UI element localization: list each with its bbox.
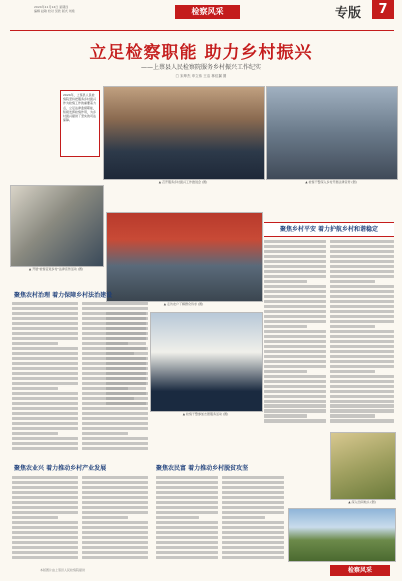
text-line — [222, 506, 284, 509]
text-line — [156, 551, 218, 554]
photo-caption: ▲ 检察干警深入乡村开展法律宣传 (图) — [305, 180, 357, 184]
text-line — [222, 491, 284, 494]
text-line — [264, 285, 326, 288]
text-line — [82, 437, 148, 440]
sub-headline: ——上蔡县人民检察院服务乡村振兴工作纪实 — [140, 64, 261, 71]
text-line — [106, 347, 146, 350]
text-line — [156, 536, 218, 539]
text-line — [330, 285, 394, 288]
photo-visit — [106, 212, 263, 302]
text-line — [156, 486, 218, 489]
text-line — [156, 506, 218, 509]
byline: □ 宋坤杰 申立伟 王洁 林佳翼 图 — [175, 74, 227, 78]
text-line — [264, 340, 326, 343]
text-line — [264, 240, 326, 243]
text-line — [12, 496, 78, 499]
text-line — [264, 404, 326, 407]
text-line — [156, 516, 199, 519]
text-line — [156, 476, 218, 479]
text-line — [156, 521, 218, 524]
text-line — [12, 307, 78, 310]
text-line — [12, 546, 78, 549]
newspaper-logo: 检察风采 — [175, 5, 240, 19]
text-line — [12, 481, 78, 484]
text-line — [82, 481, 148, 484]
text-line — [12, 322, 78, 325]
text-line — [106, 397, 134, 400]
text-line — [330, 275, 394, 278]
text-line — [82, 506, 148, 509]
text-line — [330, 360, 394, 363]
photo-caption: ▲ 开展"检察官进乡村"法律宣传活动 (图) — [28, 267, 84, 271]
text-line — [12, 407, 78, 410]
text-line — [264, 355, 326, 358]
footer-logo: 检察风采 — [330, 565, 390, 576]
body-text-column — [222, 476, 284, 562]
text-line — [156, 501, 218, 504]
page-number: 7 — [372, 0, 394, 19]
text-line — [330, 395, 394, 398]
section-heading: 聚焦农业兴 着力推动乡村产业发展 — [14, 465, 107, 472]
text-line — [330, 419, 394, 422]
text-line — [222, 476, 284, 479]
text-line — [12, 312, 78, 315]
text-line — [82, 447, 148, 450]
text-line — [12, 442, 78, 445]
text-line — [330, 330, 394, 333]
section-heading: 聚焦农村治理 着力保障乡村法治建设 — [14, 292, 113, 299]
text-line — [330, 260, 394, 263]
editor-line: 编辑 赵敏 校对 吴欣 版式 刘艳 — [34, 9, 75, 13]
text-line — [12, 427, 78, 430]
text-line — [264, 385, 326, 388]
text-line — [156, 491, 218, 494]
text-line — [12, 347, 78, 350]
text-line — [106, 402, 146, 405]
text-line — [264, 380, 326, 383]
text-line — [264, 250, 326, 253]
text-line — [12, 536, 78, 539]
text-line — [264, 375, 326, 378]
text-line — [82, 521, 148, 524]
text-line — [222, 546, 284, 549]
text-line — [264, 315, 326, 318]
text-line — [12, 437, 78, 440]
text-line — [12, 397, 78, 400]
text-line — [106, 327, 146, 330]
text-line — [12, 551, 78, 554]
text-line — [12, 362, 78, 365]
text-line — [106, 322, 146, 325]
text-line — [12, 367, 78, 370]
intro-box: 2024年，上蔡县人民检察院坚持把服务乡村振兴作为检察工作的重要着力点，立足法律监督职能，积极发挥检察作用，为乡村振兴提供了坚实的司法保障。 — [60, 90, 100, 157]
photo-caption: ▲ 走访农户了解群众诉求 (图) — [163, 302, 204, 306]
text-line — [330, 305, 394, 308]
text-line — [156, 531, 218, 534]
text-line — [330, 315, 394, 318]
section-heading: 聚焦农民富 着力推动乡村脱贫攻坚 — [156, 465, 249, 472]
text-line — [12, 506, 78, 509]
text-line — [12, 516, 58, 519]
text-line — [264, 310, 326, 313]
text-line — [82, 412, 148, 415]
text-line — [330, 340, 394, 343]
text-line — [330, 265, 394, 268]
text-line — [330, 295, 394, 298]
text-line — [330, 380, 394, 383]
text-line — [82, 442, 148, 445]
photo-farmland — [288, 508, 396, 562]
text-line — [106, 372, 146, 375]
text-line — [330, 270, 394, 273]
text-line — [222, 521, 284, 524]
text-line — [82, 486, 148, 489]
text-line — [12, 511, 78, 514]
text-line — [222, 536, 284, 539]
text-line — [330, 355, 394, 358]
text-line — [264, 395, 326, 398]
body-text-column — [330, 240, 394, 426]
text-line — [264, 260, 326, 263]
section-label: 专版 — [335, 6, 362, 21]
date-line: 2024年11月14日 星期四 — [34, 5, 69, 9]
text-line — [222, 486, 284, 489]
text-line — [12, 447, 78, 450]
text-line — [82, 531, 148, 534]
text-line — [12, 332, 78, 335]
text-line — [12, 387, 58, 390]
text-line — [106, 392, 146, 395]
text-line — [264, 255, 326, 258]
text-line — [264, 409, 326, 412]
photo-outreach — [266, 86, 398, 180]
text-line — [264, 265, 326, 268]
text-line — [82, 556, 148, 559]
text-line — [330, 404, 394, 407]
text-line — [82, 516, 128, 519]
text-line — [330, 350, 394, 353]
text-line — [12, 526, 78, 529]
text-line — [222, 531, 284, 534]
text-line — [264, 360, 326, 363]
body-text-column — [12, 302, 78, 454]
text-line — [330, 240, 394, 243]
text-line — [264, 320, 326, 323]
photo-meeting — [103, 86, 265, 180]
text-line — [222, 511, 284, 514]
text-line — [12, 352, 78, 355]
text-line — [264, 370, 307, 373]
text-line — [264, 345, 326, 348]
text-line — [222, 496, 284, 499]
text-line — [156, 546, 218, 549]
text-line — [222, 516, 265, 519]
text-line — [264, 305, 326, 308]
text-line — [12, 491, 78, 494]
photo-volunteer — [150, 312, 263, 412]
text-line — [330, 414, 375, 417]
text-line — [330, 325, 375, 328]
text-line — [330, 280, 375, 283]
text-line — [330, 345, 394, 348]
text-line — [82, 501, 148, 504]
text-line — [12, 392, 78, 395]
text-line — [156, 526, 218, 529]
footer-note: 本版图片由上蔡县人民检察院提供 — [40, 568, 86, 572]
text-line — [264, 419, 326, 422]
text-line — [264, 270, 326, 273]
text-line — [156, 496, 218, 499]
photo-legal-publicity — [10, 185, 104, 267]
text-line — [82, 551, 148, 554]
text-line — [106, 312, 146, 315]
text-line — [82, 417, 148, 420]
text-line — [12, 486, 78, 489]
text-line — [12, 556, 78, 559]
text-line — [12, 531, 78, 534]
text-line — [82, 427, 148, 430]
text-line — [82, 491, 148, 494]
text-line — [264, 275, 326, 278]
text-line — [222, 526, 284, 529]
text-line — [330, 370, 375, 373]
text-line — [264, 300, 326, 303]
text-line — [106, 357, 146, 360]
masthead — [0, 0, 402, 32]
text-line — [82, 546, 148, 549]
text-line — [82, 476, 148, 479]
text-line — [12, 337, 78, 340]
text-line — [330, 290, 394, 293]
text-line — [106, 377, 146, 380]
photo-field — [330, 432, 396, 500]
text-line — [12, 521, 78, 524]
text-line — [12, 501, 78, 504]
text-line — [264, 290, 326, 293]
text-line — [330, 409, 394, 412]
text-line — [106, 382, 146, 385]
body-text-column — [156, 476, 218, 562]
text-line — [106, 317, 146, 320]
text-line — [330, 320, 394, 323]
text-line — [106, 362, 146, 365]
photo-caption: ▲ 检察干警参加志愿服务活动 (图) — [182, 412, 229, 416]
masthead-rule — [10, 30, 394, 31]
text-line — [156, 541, 218, 544]
text-line — [264, 330, 326, 333]
text-line — [156, 556, 218, 559]
main-headline: 立足检察职能 助力乡村振兴 — [89, 43, 313, 63]
text-line — [12, 402, 78, 405]
text-line — [12, 432, 58, 435]
body-text-column — [264, 240, 326, 426]
text-line — [12, 377, 78, 380]
text-line — [264, 350, 326, 353]
text-line — [222, 541, 284, 544]
text-line — [330, 300, 394, 303]
text-line — [330, 365, 394, 368]
body-text-column — [82, 476, 148, 562]
section-badge: 聚焦乡村平安 着力护航乡村和谐稳定 — [264, 222, 394, 237]
text-line — [222, 501, 284, 504]
text-line — [12, 302, 78, 305]
text-line — [12, 417, 78, 420]
body-text-column — [106, 312, 146, 410]
text-line — [12, 541, 78, 544]
text-line — [264, 295, 326, 298]
text-line — [156, 481, 218, 484]
body-text-column — [12, 476, 78, 562]
text-line — [264, 280, 307, 283]
text-line — [264, 414, 307, 417]
text-line — [330, 245, 394, 248]
text-line — [264, 400, 326, 403]
text-line — [12, 317, 78, 320]
text-line — [222, 481, 284, 484]
text-line — [12, 327, 78, 330]
text-line — [222, 556, 284, 559]
text-line — [12, 357, 78, 360]
text-line — [106, 337, 146, 340]
text-line — [12, 382, 78, 385]
text-line — [264, 245, 326, 248]
text-line — [82, 511, 148, 514]
text-line — [330, 335, 394, 338]
text-line — [82, 307, 148, 310]
text-line — [330, 390, 394, 393]
text-line — [330, 250, 394, 253]
text-line — [82, 432, 128, 435]
text-line — [12, 422, 78, 425]
text-line — [222, 551, 284, 554]
text-line — [82, 302, 148, 305]
text-line — [82, 526, 148, 529]
text-line — [82, 541, 148, 544]
text-line — [12, 372, 78, 375]
text-line — [330, 375, 394, 378]
text-line — [330, 310, 394, 313]
text-line — [264, 335, 326, 338]
text-line — [106, 387, 146, 390]
text-line — [82, 422, 148, 425]
text-line — [106, 342, 146, 345]
photo-caption: ▲ 召开服务乡村振兴工作推进会 (图) — [158, 180, 208, 184]
text-line — [264, 390, 326, 393]
photo-caption: ▲ 深入田间地头 (图) — [348, 500, 376, 504]
text-line — [106, 332, 146, 335]
issue-date — [34, 5, 124, 13]
text-line — [330, 400, 394, 403]
text-line — [264, 325, 307, 328]
text-line — [12, 476, 78, 479]
text-line — [330, 385, 394, 388]
text-line — [82, 496, 148, 499]
text-line — [82, 536, 148, 539]
text-line — [106, 367, 146, 370]
text-line — [12, 412, 78, 415]
text-line — [156, 511, 218, 514]
text-line — [264, 365, 326, 368]
text-line — [330, 255, 394, 258]
text-line — [106, 352, 134, 355]
text-line — [12, 342, 58, 345]
